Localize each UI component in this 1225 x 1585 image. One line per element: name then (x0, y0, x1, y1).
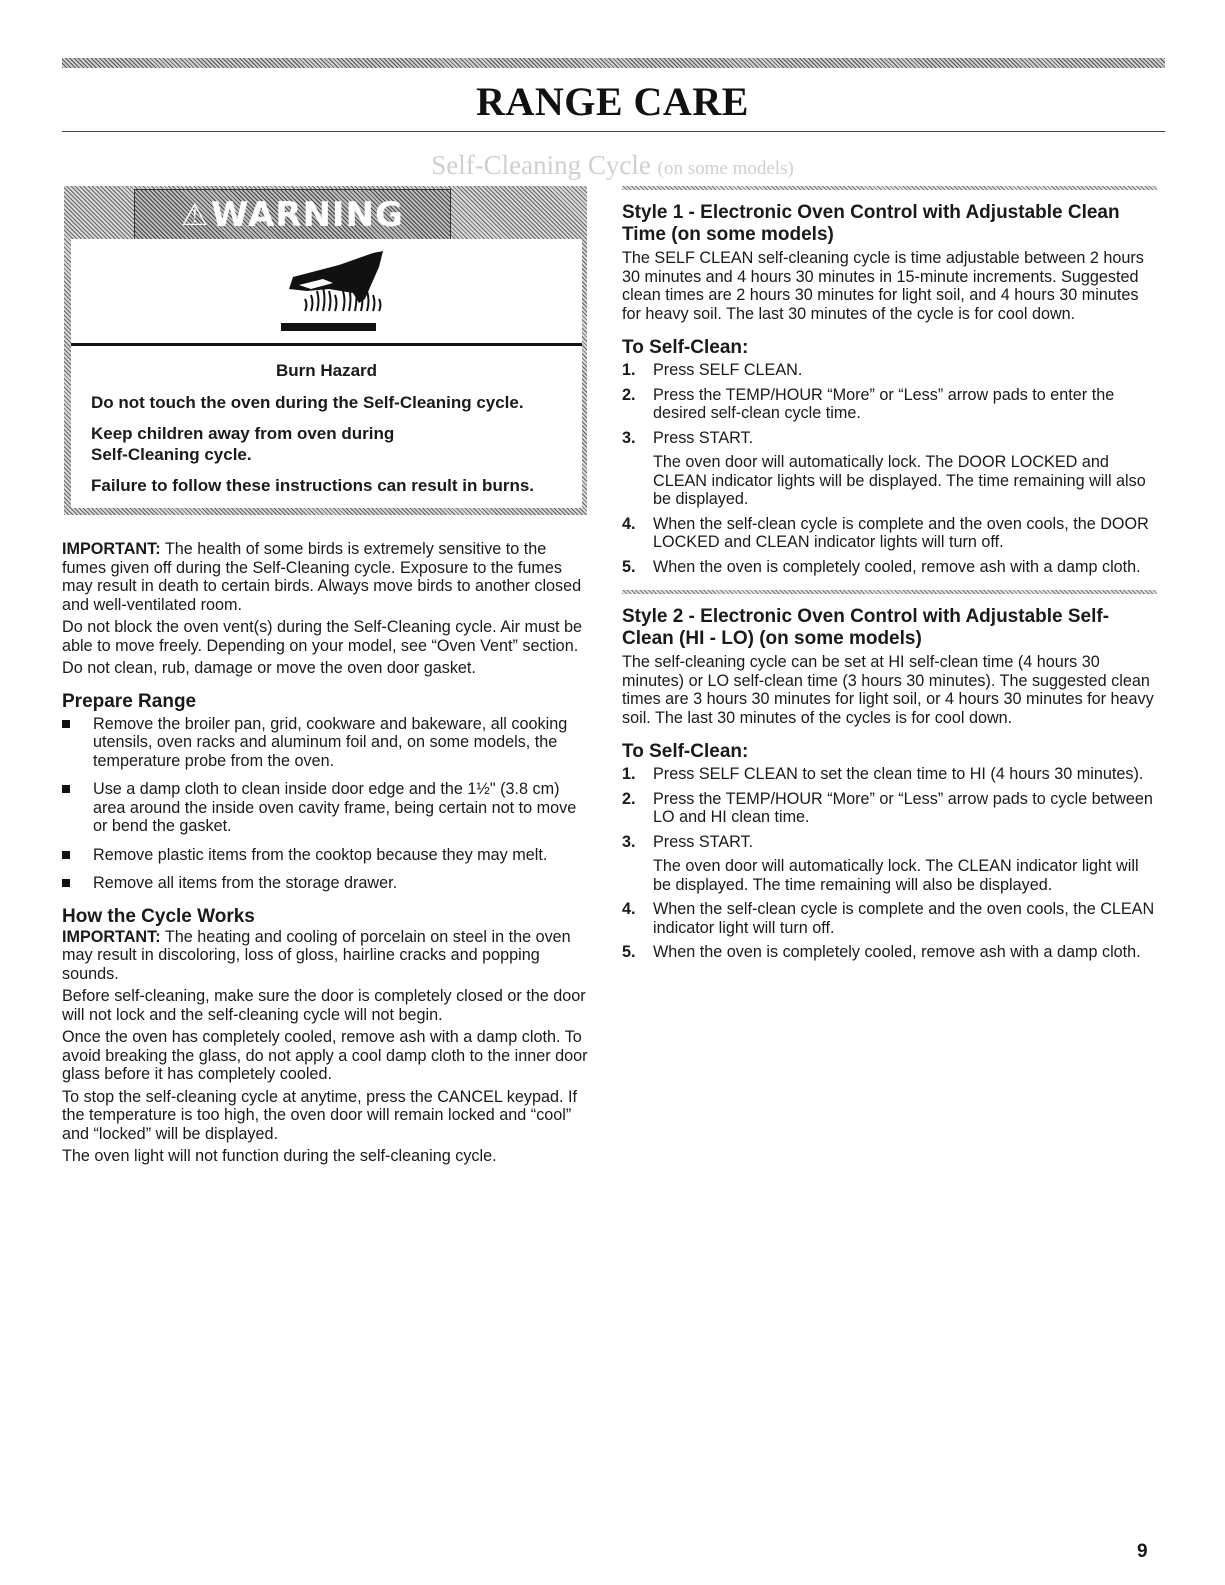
section-divider (622, 590, 1157, 594)
important-label: IMPORTANT: (62, 927, 161, 946)
step-number: 5. (622, 557, 636, 576)
gasket-paragraph: Do not clean, rub, damage or move the oven door gasket. (62, 659, 476, 677)
style2-subheading: To Self-Clean: (622, 741, 749, 762)
how-paragraph: Before self-cleaning, make sure the door is completely closed or the door will not lock and the self-cleaning cycle will not begin. (62, 987, 586, 1024)
list-item-text: Use a damp cloth to clean inside door edge and the 1½" (3.8 cm) area around the inside oven cavity frame, being certain not to move or bend the gasket. (93, 780, 577, 835)
step-text: Press START. (653, 832, 754, 851)
list-item (622, 515, 1157, 552)
step-text: Press SELF CLEAN to set the clean time to HI (4 hours 30 minutes). (653, 765, 1144, 783)
how-paragraph: To stop the self-cleaning cycle at anytime, press the CANCEL keypad. If the temperature is too high, the oven door will remain locked and “cool” and “locked” will be displayed. (62, 1087, 577, 1143)
step-number: 3. (622, 428, 636, 447)
list-item (622, 453, 1157, 509)
list-item (622, 361, 1157, 380)
header-band (62, 58, 1165, 68)
hazard-title: Burn Hazard (275, 361, 378, 380)
style1-subheading: To Self-Clean: (622, 337, 749, 358)
list-item (622, 790, 1157, 827)
list-item-text: Remove all items from the storage drawer. (93, 874, 398, 892)
important-text: The heating and cooling of porcelain on steel in the oven may result in discoloring, loss of gloss, hairline cracks and popping sounds. (62, 927, 571, 983)
section-title-qualifier: (on some models) (657, 158, 794, 179)
step-text: Press the TEMP/HOUR “More” or “Less” arrow pads to cycle between LO and HI clean time. (653, 789, 1153, 826)
important-label: IMPORTANT: (62, 540, 161, 558)
warning-line-3: Failure to follow these instructions can result in burns. (91, 476, 535, 495)
prepare-range-list (62, 715, 592, 893)
how-paragraph: The oven light will not function during the self-cleaning cycle. (62, 1147, 497, 1165)
how-cycle-works-heading: How the Cycle Works (62, 905, 255, 927)
how-important-note (62, 928, 592, 984)
page-number: 9 (1137, 1541, 1148, 1562)
step-number: 3. (622, 832, 636, 851)
list-item (622, 900, 1157, 937)
list-item (62, 846, 592, 865)
style2-steps (622, 765, 1157, 962)
style1-steps (622, 361, 1157, 576)
step-text: Press SELF CLEAN. (653, 361, 803, 379)
list-item (622, 765, 1157, 784)
list-item (622, 943, 1157, 962)
bullet-square-icon (62, 851, 70, 859)
style1-intro: The SELF CLEAN self-cleaning cycle is time adjustable between 2 hours 30 minutes and 4 hours 30 minutes in 15-minute increments. Suggested clean times are 2 hours 30 minutes for light soil, and 4 hours 30 minutes for heavy soil. The last 30 minutes of the cycle is for cool down. (622, 249, 1144, 323)
list-item (62, 874, 592, 893)
warning-banner (134, 189, 451, 241)
list-item (622, 558, 1157, 577)
list-item (62, 715, 592, 771)
bullet-square-icon (62, 720, 70, 728)
step-text: When the oven is completely cooled, remove ash with a damp cloth. (653, 557, 1141, 576)
step-number: 4. (622, 900, 636, 918)
list-item (622, 857, 1157, 894)
section-divider (622, 186, 1157, 190)
bullet-square-icon (62, 879, 70, 887)
important-bird-note (62, 540, 592, 614)
list-item (62, 780, 592, 836)
section-title-main: Self-Cleaning Cycle (431, 150, 651, 180)
prepare-range-heading: Prepare Range (62, 690, 197, 712)
step-text: Press the TEMP/HOUR “More” or “Less” arrow pads to enter the desired self-clean cycle time. (653, 385, 1115, 422)
step-text: When the oven is completely cooled, remove ash with a damp cloth. (653, 943, 1141, 961)
list-item-text: Remove the broiler pan, grid, cookware and bakeware, all cooking utensils, oven racks and aluminum foil and, on some models, the temperature probe from the oven. (93, 714, 568, 770)
step-number: 1. (622, 765, 636, 783)
warning-triangle-icon: ⚠ (181, 197, 209, 233)
style2-heading: Style 2 - Electronic Oven Control with Adjustable Self-Clean (HI - LO) (on some models) (622, 606, 1110, 649)
hot-surface-hand-icon (71, 239, 582, 343)
style1-heading: Style 1 - Electronic Oven Control with Adjustable Clean Time (on some models) (622, 202, 1120, 245)
page-title: RANGE CARE (476, 79, 749, 124)
style2-intro: The self-cleaning cycle can be set at HI self-clean time (4 hours 30 minutes) or LO self-clean time (3 hours 30 minutes). The suggested clean times are 3 hours 30 minutes for light soil, or 4 hours 30 minutes for heavy soil. The last 30 minutes of the cycles is for cool down. (622, 653, 1154, 727)
step-text: When the self-clean cycle is complete and the oven cools, the CLEAN indicator light will turn off. (653, 900, 1155, 937)
list-item (622, 429, 1157, 448)
warning-pictogram-area (71, 239, 582, 346)
step-number: 2. (622, 789, 636, 808)
title-rule (62, 131, 1165, 132)
step-text: When the self-clean cycle is complete and the oven cools, the DOOR LOCKED and CLEAN indicator lights will turn off. (653, 514, 1149, 551)
step-number: 1. (622, 361, 636, 379)
bullet-square-icon (62, 785, 70, 793)
how-paragraph: Once the oven has completely cooled, remove ash with a damp cloth. To avoid breaking the glass, do not apply a cool damp cloth to the inner door glass before it has completely cooled. (62, 1028, 588, 1083)
list-item (622, 833, 1157, 852)
step-text: The oven door will automatically lock. The DOOR LOCKED and CLEAN indicator lights will be displayed. The time remaining will also be displayed. (653, 453, 1146, 508)
right-column (622, 186, 1157, 962)
step-text: The oven door will automatically lock. The CLEAN indicator light will be displayed. The time remaining will also be displayed. (653, 857, 1139, 894)
step-number: 5. (622, 943, 636, 961)
step-text: Press START. (653, 428, 754, 447)
warning-banner-label: WARNING (210, 195, 404, 235)
step-number: 4. (622, 514, 636, 533)
warning-line-1: Do not touch the oven during the Self-Cleaning cycle. (91, 393, 524, 412)
list-item (622, 386, 1157, 423)
vent-paragraph: Do not block the oven vent(s) during the Self-Cleaning cycle. Air must be able to move freely. Depending on your model, see “Oven Vent” section. (62, 618, 583, 655)
section-title (0, 150, 1225, 181)
step-number: 2. (622, 385, 636, 404)
left-column (62, 540, 592, 1166)
important-text: The health of some birds is extremely sensitive to the fumes given off during the Self-Cleaning cycle. Exposure to the fumes may result in death to certain birds. Always move birds to another closed and well-ventilated room. (62, 540, 582, 614)
list-item-text: Remove plastic items from the cooktop because they may melt. (93, 845, 548, 864)
warning-line-2: Keep children away from oven during Self-Cleaning cycle. (91, 424, 395, 464)
